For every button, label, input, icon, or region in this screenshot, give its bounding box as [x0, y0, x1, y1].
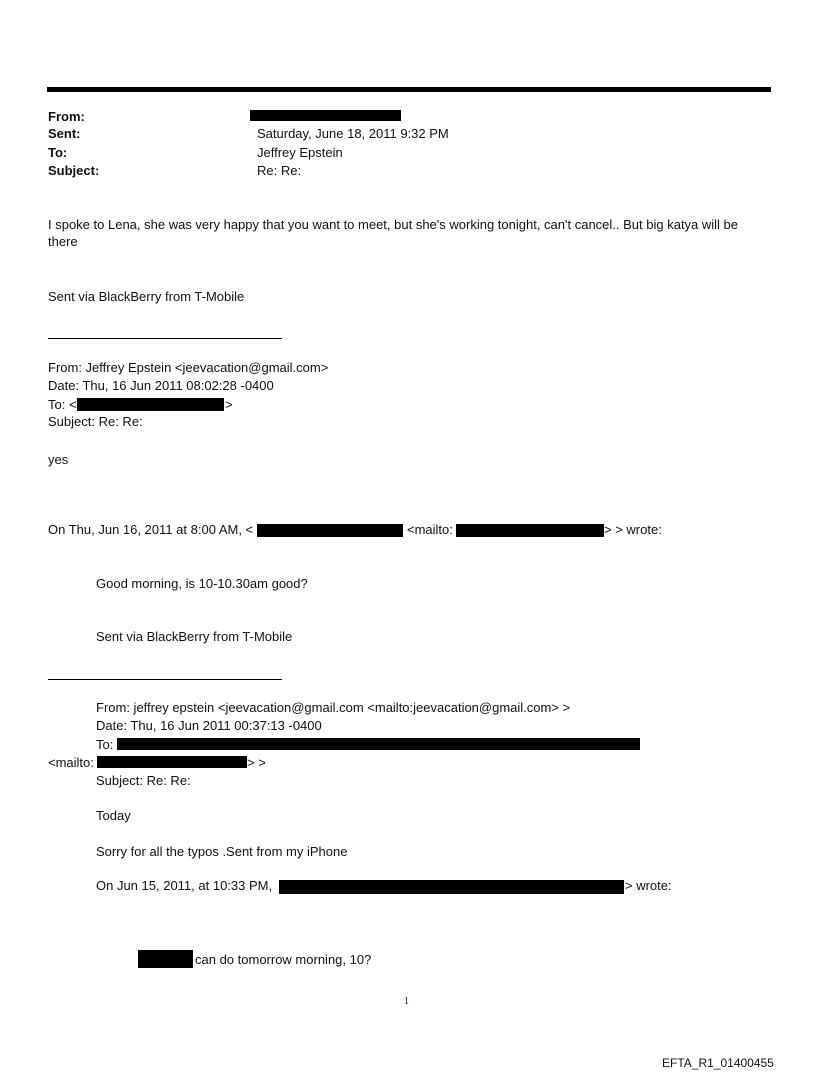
separator-rule: [48, 338, 282, 339]
quote3-body-today: Today: [96, 808, 131, 823]
page-number: 1: [404, 996, 409, 1007]
separator-rule-2: [48, 679, 282, 680]
to-label: To:: [48, 145, 68, 160]
message-signature: Sent via BlackBerry from T-Mobile: [48, 289, 245, 304]
quote3-attribution-suffix: > wrote:: [625, 878, 672, 893]
redaction-from: [250, 110, 401, 121]
document-id-footer: EFTA_R1_01400455: [662, 1056, 774, 1070]
redaction-quote3-mailto: [97, 756, 247, 768]
redaction-quote2-name: [257, 524, 403, 537]
quote3-mailto-prefix: <mailto:: [48, 755, 94, 770]
quote2-signature: Sent via BlackBerry from T-Mobile: [96, 629, 293, 644]
quote1-to-suffix: >: [225, 397, 233, 412]
quote3-to-prefix: To:: [96, 737, 114, 752]
redaction-quote1-to: [77, 398, 224, 411]
quote2-attribution-suffix: > > wrote:: [604, 522, 662, 537]
quote1-to-prefix: To: <: [48, 397, 77, 412]
quote2-attribution-mailto: <mailto:: [407, 522, 453, 537]
subject-value: Re: Re:: [257, 163, 302, 178]
quote1-date: Date: Thu, 16 Jun 2011 08:02:28 -0400: [48, 378, 274, 393]
from-label: From:: [48, 109, 85, 124]
redaction-quote3-sender: [279, 880, 624, 894]
top-rule: [47, 87, 771, 92]
redaction-quote4-name: [138, 950, 193, 968]
quote3-date: Date: Thu, 16 Jun 2011 00:37:13 -0400: [96, 718, 322, 733]
sent-value: Saturday, June 18, 2011 9:32 PM: [257, 126, 449, 141]
quote3-attribution-prefix: On Jun 15, 2011, at 10:33 PM,: [96, 878, 273, 893]
to-value: Jeffrey Epstein: [257, 145, 343, 160]
quote1-body: yes: [48, 452, 69, 467]
quote2-attribution-prefix: On Thu, Jun 16, 2011 at 8:00 AM, <: [48, 522, 254, 537]
redaction-quote2-email: [456, 524, 604, 537]
quote1-from: From: Jeffrey Epstein <jeevacation@gmail.com>: [48, 360, 329, 375]
redaction-quote3-to: [117, 738, 640, 750]
subject-label: Subject:: [48, 163, 100, 178]
quote3-body-typos: Sorry for all the typos .Sent from my iPhone: [96, 844, 348, 859]
quote2-body: Good morning, is 10-10.30am good?: [96, 576, 308, 591]
quote4-body: can do tomorrow morning, 10?: [195, 952, 372, 967]
quote3-subject: Subject: Re: Re:: [96, 773, 191, 788]
quote1-subject: Subject: Re: Re:: [48, 414, 143, 429]
message-body: I spoke to Lena, she was very happy that you want to meet, but she's working tonight, can't cancel.. But big katya will be there: [48, 217, 739, 249]
quote3-from: From: jeffrey epstein <jeevacation@gmail.com <mailto:jeevacation@gmail.com> >: [96, 700, 571, 715]
quote3-mailto-suffix: > >: [247, 755, 266, 770]
sent-label: Sent:: [48, 126, 81, 141]
